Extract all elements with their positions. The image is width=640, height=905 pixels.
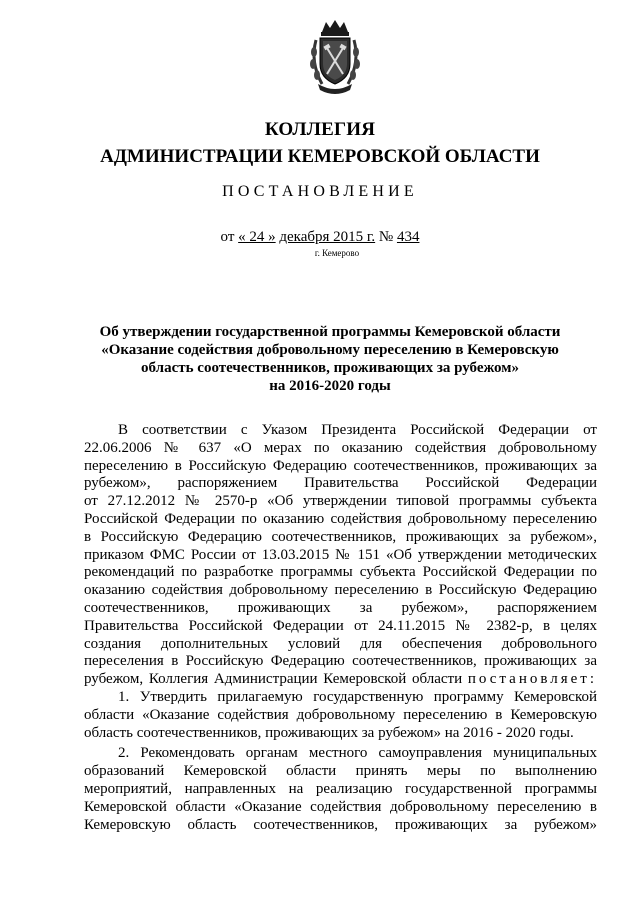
- body-line: 1. Утвердить прилагаемую государственную программу Кемеровской: [118, 688, 597, 705]
- body-line: в Российскую Федерацию соотечественников, проживающих за рубежом»,: [84, 528, 597, 545]
- title-line: область соотечественников, проживающих за рубежом»: [141, 360, 519, 376]
- body-line: область соотечественников, проживающих за рубежом» на 2016 - 2020 годы.: [84, 724, 574, 741]
- body-line: создания дополнительных условий для обеспечения добровольного: [84, 635, 597, 652]
- document-type: ПОСТАНОВЛЕНИЕ: [222, 183, 418, 200]
- body-line: от 27.12.2012 № 2570-р «Об утверждении типовой программы субъекта: [84, 493, 597, 510]
- body-line-resolution: [84, 671, 597, 689]
- title-line: Об утверждении государственной программы Кемеровской области: [99, 324, 561, 340]
- resolution-word: постановляет:: [467, 671, 597, 688]
- date-number-line: [0, 229, 640, 246]
- preamble-paragraph: [84, 422, 597, 689]
- body-line: области «Оказание содействия добровольному переселению в Кемеровскую: [84, 706, 597, 723]
- date-month-year: декабря 2015 г.: [279, 229, 376, 245]
- body-line: приказом ФМС России от 13.03.2015 № 151 «Об утверждении методических: [84, 546, 597, 563]
- coat-of-arms-icon: [308, 18, 362, 98]
- document-body: [84, 422, 597, 834]
- body-line: Кемеровской области «Оказание содействия добровольному переселению в: [84, 798, 597, 815]
- number-sign: №: [378, 229, 394, 245]
- date-day: « 24 »: [238, 229, 276, 245]
- body-line: 22.06.2006 № 637 «О мерах по оказанию содействия добровольному: [84, 439, 597, 456]
- body-line: переселения в Российскую Федерацию соотечественников, проживающих за: [84, 653, 597, 670]
- body-line: рекомендаций по разработке программы субъекта Российской Федерации по: [84, 564, 597, 581]
- body-line: оказанию содействия добровольному переселению в Российскую Федерацию: [84, 582, 597, 599]
- date-prefix: от: [220, 229, 235, 245]
- body-line: образований Кемеровской области принять меры по выполнению: [84, 763, 597, 780]
- organization-name-line1: КОЛЛЕГИЯ: [264, 119, 376, 140]
- document-title: [60, 323, 600, 395]
- document-number: 434: [396, 229, 420, 245]
- body-line: В соответствии с Указом Президента Российской Федерации от: [118, 422, 597, 438]
- title-line: на 2016-2020 годы: [269, 378, 391, 394]
- body-line: переселению в Российскую Федерацию соотечественников, проживающих за: [84, 457, 597, 474]
- body-line: Российской Федерации по оказанию содействия добровольному переселению: [84, 510, 597, 527]
- city-name: г. Кемерово: [314, 248, 360, 258]
- body-line: Правительства Российской Федерации от 24.11.2015 № 2382-р, в целях: [84, 617, 597, 634]
- resolution-prefix: рубежом, Коллегия Администрации Кемеровской области: [84, 671, 463, 688]
- title-line: «Оказание содействия добровольному переселению в Кемеровскую: [101, 342, 559, 358]
- body-line: мероприятий, направленных на реализацию государственной программы: [84, 780, 597, 797]
- body-line: 2. Рекомендовать органам местного самоуправления муниципальных: [118, 745, 597, 762]
- organization-name-line2: АДМИНИСТРАЦИИ КЕМЕРОВСКОЙ ОБЛАСТИ: [100, 146, 540, 167]
- item-1-paragraph: [84, 689, 597, 742]
- body-line: соотечественников, проживающих за рубежом», распоряжением: [84, 599, 597, 616]
- body-line: рубежом», распоряжением Правительства Российской Федерации: [84, 475, 597, 492]
- body-line: Кемеровскую область соотечественников, проживающих за рубежом»: [84, 816, 597, 833]
- item-2-paragraph: [84, 745, 597, 834]
